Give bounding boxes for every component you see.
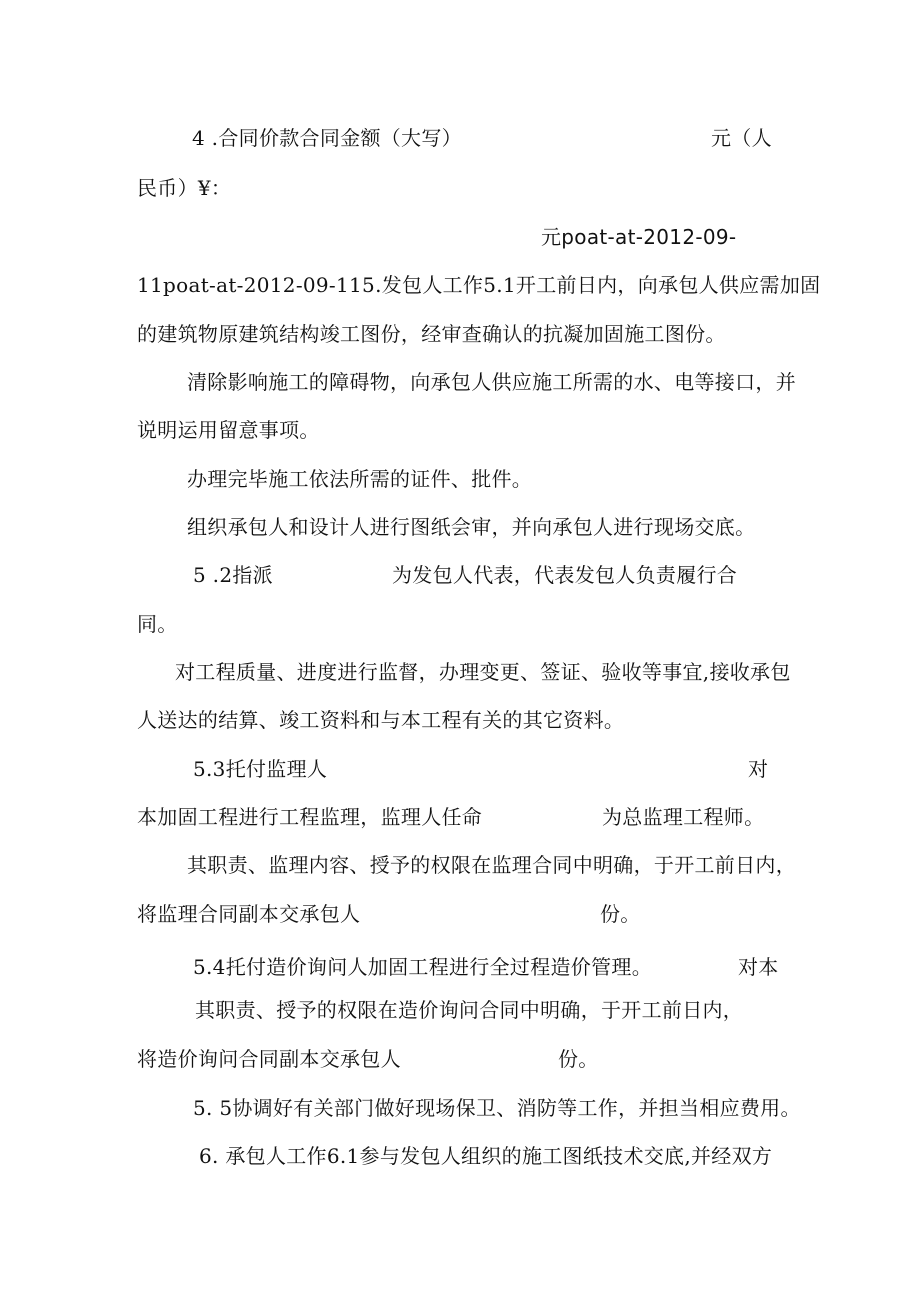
paragraph-line: 说明运用留意事项。 [137, 418, 320, 442]
paragraph-line: 为总监理工程师。 [602, 805, 765, 829]
paragraph-line: 组织承包人和设计人进行图纸会审，并向承包人进行现场交底。 [187, 515, 756, 539]
paragraph-line: 对本 [738, 955, 779, 979]
paragraph-line: 同。 [137, 612, 178, 636]
clause-5-2: 5 .2指派 [193, 563, 273, 587]
clause-6-contractor-duties: 6. 承包人工作6.1参与发包人组织的施工图纸技术交底,并经双方 [199, 1144, 773, 1168]
paragraph-line: 将造价询问合同副本交承包人 [137, 1047, 401, 1071]
paragraph-line: 份。 [558, 1047, 599, 1071]
clause-5-4: 5.4托付造价询问人加固工程进行全过程造价管理。 [193, 955, 653, 979]
paragraph-line: 办理完毕施工依法所需的证件、批件。 [187, 467, 533, 491]
paragraph-line: 人送达的结算、竣工资料和与本工程有关的其它资料。 [137, 708, 625, 732]
rmb-symbol-line: 民币）¥： [137, 176, 232, 200]
clause-5-5: 5. 5协调好有关部门做好现场保卫、消防等工作，并担当相应费用。 [193, 1096, 801, 1120]
paragraph-line: 其职责、授予的权限在造价询问合同中明确，于开工前日内， [195, 998, 744, 1022]
paragraph-line: 将监理合同副本交承包人 [137, 902, 361, 926]
clause-5-employer-duties: 11poat-at-2012-09-115.发包人工作5.1开工前日内，向承包人供应需加固 [137, 273, 821, 297]
clause-5-3: 5.3托付监理人 [193, 757, 328, 781]
paragraph-line: 为发包人代表，代表发包人负责履行合 [392, 563, 738, 587]
post-date-line: 元poat-at-2012-09- [541, 225, 737, 249]
paragraph-line: 清除影响施工的障碍物，向承包人供应施工所需的水、电等接口，并 [187, 370, 796, 394]
paragraph-line: 其职责、监理内容、授予的权限在监理合同中明确，于开工前日内， [187, 853, 796, 877]
paragraph-line: 份。 [600, 902, 641, 926]
currency-unit-yuan: 元（人 [711, 126, 772, 150]
paragraph-line: 本加固工程进行工程监理，监理人任命 [137, 805, 483, 829]
clause-4-contract-price: 4 .合同价款合同金额（大写） [192, 126, 462, 150]
paragraph-line: 对工程质量、进度进行监督，办理变更、签证、验收等事宜,接收承包 [175, 660, 791, 684]
paragraph-line: 的建筑物原建筑结构竣工图份，经审查确认的抗凝加固施工图份。 [137, 322, 726, 346]
paragraph-line: 对 [748, 757, 769, 781]
